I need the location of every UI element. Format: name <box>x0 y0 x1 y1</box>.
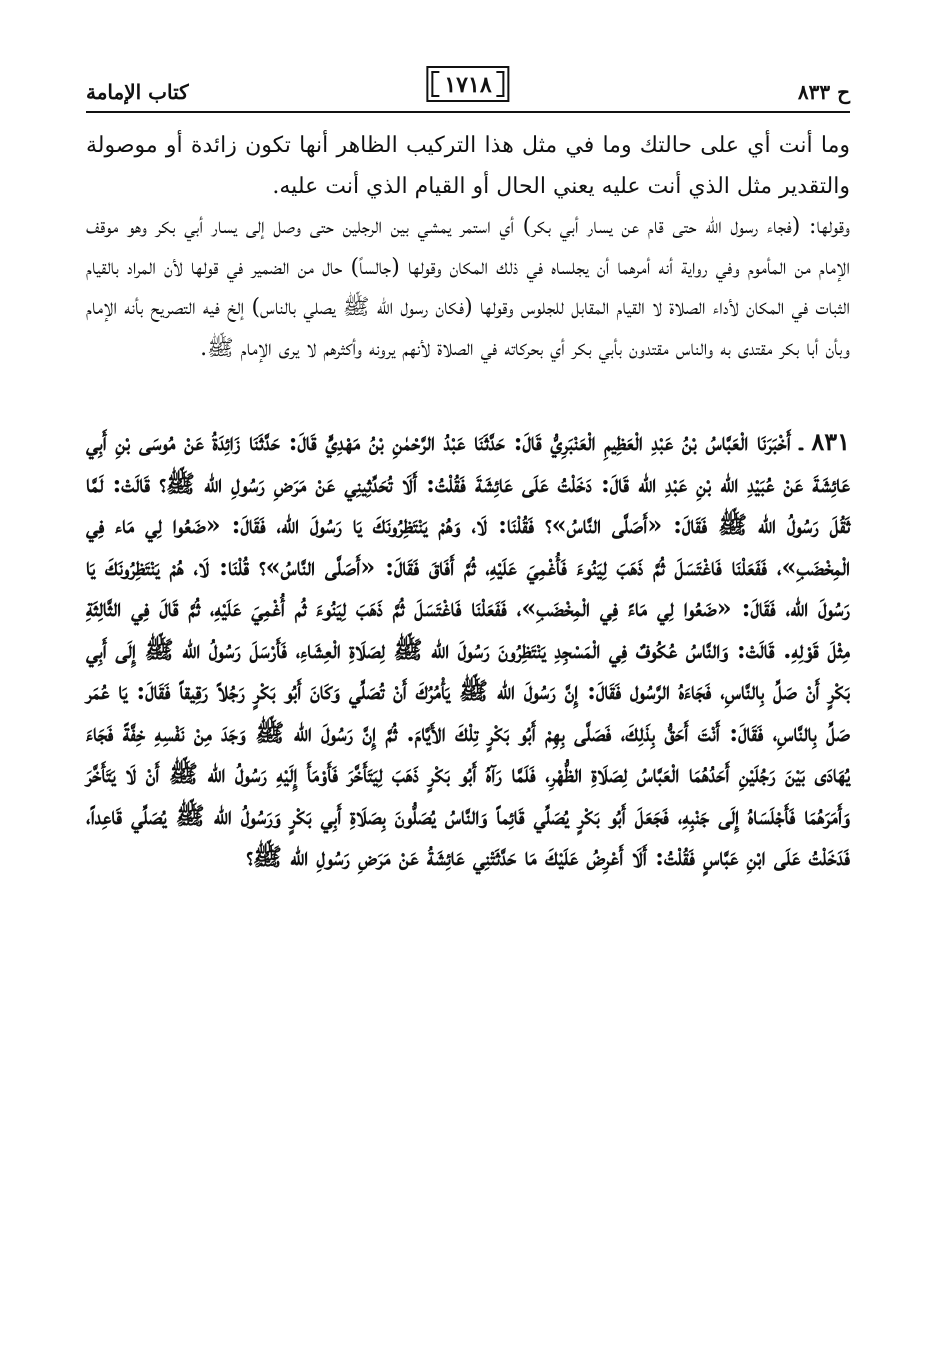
book-title: كتاب الإمامة <box>86 80 189 104</box>
page-number: ١٧١٨ <box>426 66 509 102</box>
header-divider <box>86 111 850 113</box>
hadith-section <box>86 421 850 878</box>
running-header <box>86 66 850 116</box>
commentary-paragraph: وقولها: (فجاء رسول الله حتى قام عن يسار أبي بكر) أي استمر يمشي بين الرجلين حتى وصل إلى يسار أبي بكر وهو موقف الإمام من المأموم وفي رواية أنه أمرهما أن يجلساه في ذلك المكان وقولها (جالساً) حال من الضمير في قولها لأن المراد بالقيام الثبات في المكان لأداء الصلاة لا القيام المقابل للجلوس وقولها (فكان رسول الله ﷺ يصلي بالناس) إلخ فيه التصريح بأنه الإمام وبأن أبا بكر مقتدى به والناس مقتدون بأبي بكر أي بحركاته في الصلاة لأنهم يرونه وأكثرهم لا يرى الإمام ﷺ. <box>86 214 850 361</box>
book-page <box>86 66 850 1316</box>
commentary-paragraph: وما أنت أي على حالتك وما في مثل هذا التركيب الظاهر أنها تكون زائدة أو موصولة والتقدير مثل الذي أنت عليه يعني الحال أو القيام الذي أنت عليه. <box>86 133 850 199</box>
volume-page-label: ح ٨٣٣ <box>797 80 850 104</box>
hadith-text: ٨٣١ ـ أَخْبَرَنَا الْعَبَّاسُ بْنُ عَبْدِ الْعَظِيمِ الْعَنْبَرِيُّ قَالَ: حَدَّثَنَا عَبْدُ الرَّحْمٰنِ بْنُ مَهْدِيٍّ قَالَ: حَدَّثَنَا زَائِدَةُ عَنْ مُوسَى بْنِ أَبِي عَائِشَةَ عَنْ عُبَيْدِ الله بْنِ عَبْدِ الله قَالَ: دَخَلْتُ عَلَى عَائِشَةَ فَقُلْتُ: أَلَا تُحَدِّثِينِي عَنْ مَرَضِ رَسُولِ الله ﷺ؟ قَالَتْ: لَمَّا ثَقُلَ رَسُولُ الله ﷺ فَقَالَ: «أَصَلَّى النَّاسُ»؟ فَقُلْنَا: لَا، وَهُمْ يَنْتَظِرُونَكَ يَا رَسُولَ الله، فَقَالَ: «ضَعُوا لِي مَاء فِي الْمِخْضَبِ»، فَفَعَلْنَا فَاغْتَسَلَ ثُمَّ ذَهَبَ لِيَنُوءَ فَأُغْمِيَ عَلَيْهِ، ثُمَّ أَفَاقَ فَقَالَ: «أَصَلَّى النَّاسُ»؟ قُلْنَا: لَا، هُمْ يَنْتَظِرُونَكَ يَا رَسُولَ الله، فَقَالَ: «ضَعُوا لِي مَاءً فِي الْمِخْضَبِ»، فَفَعَلْنَا فَاغْتَسَلَ ثُمَّ ذَهَبَ لِيَنُوءَ ثُم أُغْمِيَ عَلَيْهِ، ثُمَّ قَالَ فِي الثَّالِثَةِ مِثْلَ قَوْلِهِ. قَالَتْ: وَالنَّاسُ عُكُوفٌ فِي الْمَسْجِدِ يَنْتَظِرُونَ رَسُولَ الله ﷺ لِصَلَاةِ الْعِشَاءِ، فَأَرْسَلَ رَسُولُ الله ﷺ إِلَى أَبِي بَكْرٍ أَنْ صَلِّ بِالنَّاسِ، فَجَاءَهُ الرَّسُول فَقَالَ: إِنَّ رَسُولَ الله ﷺ يَأْمُرُكَ أَنْ تُصَلِّي وَكَانَ أَبُو بَكْرٍ رَجُلاً رَقِيقاً فَقَالَ: يَا عُمَر صَلِّ بِالنَّاسِ، فَقَالَ: أَنْتَ أَحَقُّ بِذَلِكَ، فَصَلَّى بِهِمْ أَبُو بَكْرٍ تِلْكَ الأَيَّامَ. ثُمَّ إِنَّ رَسُولَ الله ﷺ وَجَدَ مِنْ نَفْسِهِ خِفَّةً فَجَاءَ يُهَادَى بَيْنَ رَجُلَيْنِ أَحَدُهُمَا الْعَبَّاسُ لِصَلَاةِ الظُّهْرِ، فَلَمَّا رَآهُ أَبُو بَكْرٍ ذَهَبَ لِيَتَأَخَّرَ فَأَوْمَأَ إِلَيْهِ رَسُولُ الله ﷺ أَنْ لَا يَتَأَخَّرَ وَأَمَرَهُمَا فَأَجْلَسَاهُ إِلَى جَنْبِهِ، فَجَعَلَ أَبُو بَكْرٍ يُصَلِّي قَائِماً وَالنَّاسُ يُصَلُّونَ بِصَلَاةِ أَبِي بَكْرٍ وَرَسُولُ الله ﷺ يُصَلِّي قَاعِداً، فَدَخَلْتُ عَلَى ابْنِ عَبَّاسٍ فَقُلْتُ: أَلَا أَعْرِضُ عَلَيْكَ مَا حَدَّثَتْنِي عَائِشَةُ عَنْ مَرَضِ رَسُولِ الله ﷺ؟ <box>86 427 851 871</box>
commentary-section <box>86 126 850 369</box>
